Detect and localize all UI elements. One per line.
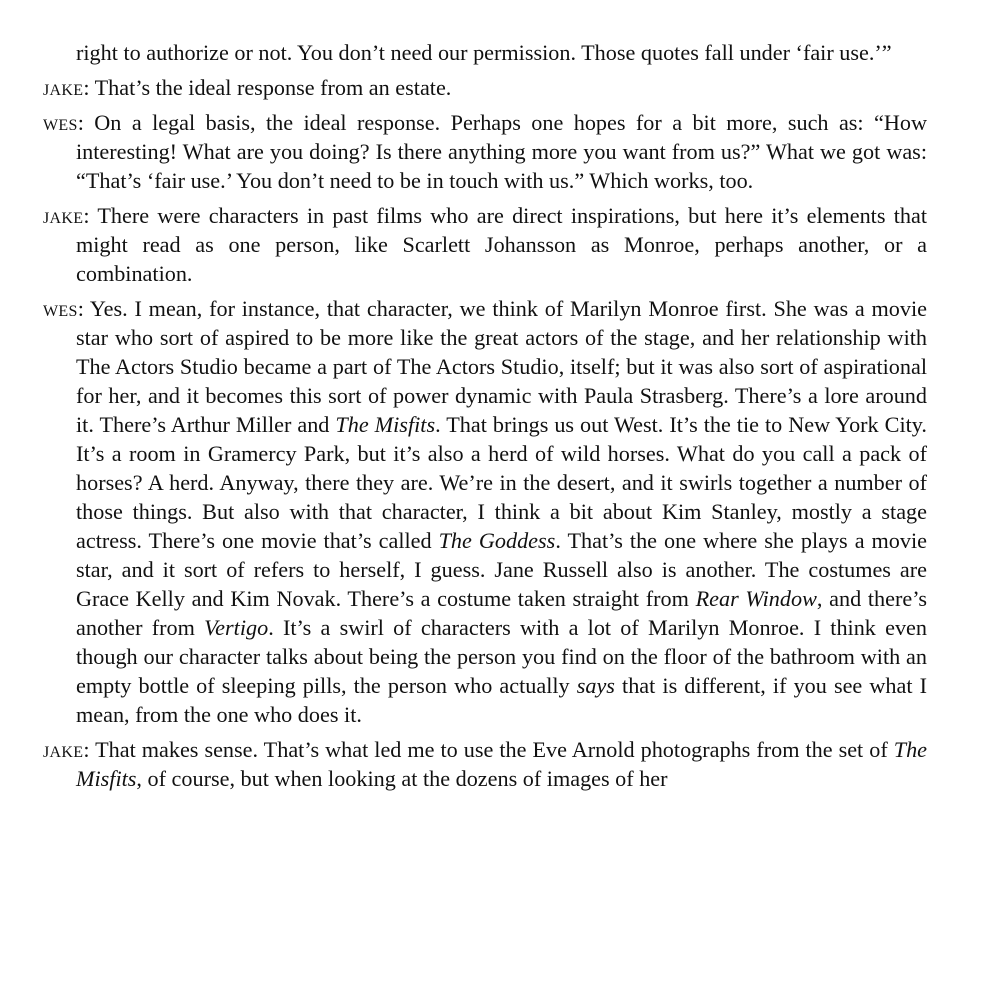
speaker-colon: : <box>83 737 96 762</box>
italic-title: The Goddess <box>438 528 556 553</box>
book-page <box>43 38 927 799</box>
italic-title: The Misfits <box>76 737 928 791</box>
text-run: , of course, but when looking at the dozens of images of her <box>136 766 668 791</box>
continued-paragraph <box>43 38 927 67</box>
speaker-name: wes <box>43 110 78 135</box>
text-run: On a legal basis, the ideal response. Perhaps one hopes for a bit more, such as: “How interesting! What are you doing? Is there anything more you want from us?” What we got was: “That’s ‘fair use.’ You don’t need to be in touch with us.” Which works, too. <box>76 110 927 193</box>
text-run: . That brings us out West. It’s the tie to New York City. It’s a room in Gramercy Park, but it’s also a herd of wild horses. What do you call a pack of horses? A herd. Anyway, there they are. We’re in the desert, and it swirls together a number of those things. But also with that character, I think a bit about Kim Stanley, mostly a stage actress. There’s one movie that’s called <box>76 412 927 553</box>
dialogue-paragraph <box>43 73 927 102</box>
speaker-name: wes <box>43 296 78 321</box>
speaker-name: jake <box>43 737 84 762</box>
dialogue-paragraph <box>43 108 927 195</box>
speaker-name: jake <box>43 203 84 228</box>
text-run: . That’s the one where she plays a movie star, and it sort of refers to herself, I guess. Jane Russell also is another. The costumes are Grace Kelly and Kim Novak. There’s a costume taken straight from <box>76 528 927 611</box>
dialogue-paragraph <box>43 294 927 729</box>
text-run: Yes. I mean, for instance, that character, we think of Marilyn Monroe first. She was a movie star who sort of aspired to be more like the great actors of the stage, and her relationship with The Actors Studio became a part of The Actors Studio, itself; but it was also sort of aspirational for her, and it becomes this sort of power dynamic with Paula Strasberg. There’s a lore around it. There’s Arthur Miller and <box>76 296 927 437</box>
speaker-colon: : <box>83 203 98 228</box>
text-run: There were characters in past films who are direct inspirations, but here it’s elements that might read as one person, like Scarlett Johansson as Monroe, perhaps another, or a combination. <box>76 203 928 286</box>
text-run: that is different, if you see what I mean, from the one who does it. <box>76 673 927 727</box>
text-run: , and there’s another from <box>76 586 927 640</box>
dialogue-paragraph <box>43 735 927 793</box>
italic-title: says <box>576 673 615 698</box>
text-run: That’s the ideal response from an estate. <box>94 75 452 100</box>
speaker-colon: : <box>83 75 95 100</box>
text-run: right to authorize or not. You don’t need our permission. Those quotes fall under ‘fair use.’” <box>76 40 892 65</box>
speaker-colon: : <box>77 296 90 321</box>
italic-title: Vertigo <box>204 615 269 640</box>
italic-title: The Misfits <box>335 412 436 437</box>
text-run: . It’s a swirl of characters with a lot of Marilyn Monroe. I think even though our character talks about being the person you find on the floor of the bathroom with an empty bottle of sleeping pills, the person who actually <box>76 615 927 698</box>
speaker-name: jake <box>43 75 84 100</box>
dialogue-paragraph <box>43 201 927 288</box>
italic-title: Rear Window <box>695 586 817 611</box>
text-run: That makes sense. That’s what led me to use the Eve Arnold photographs from the set of <box>95 737 894 762</box>
speaker-colon: : <box>77 110 95 135</box>
